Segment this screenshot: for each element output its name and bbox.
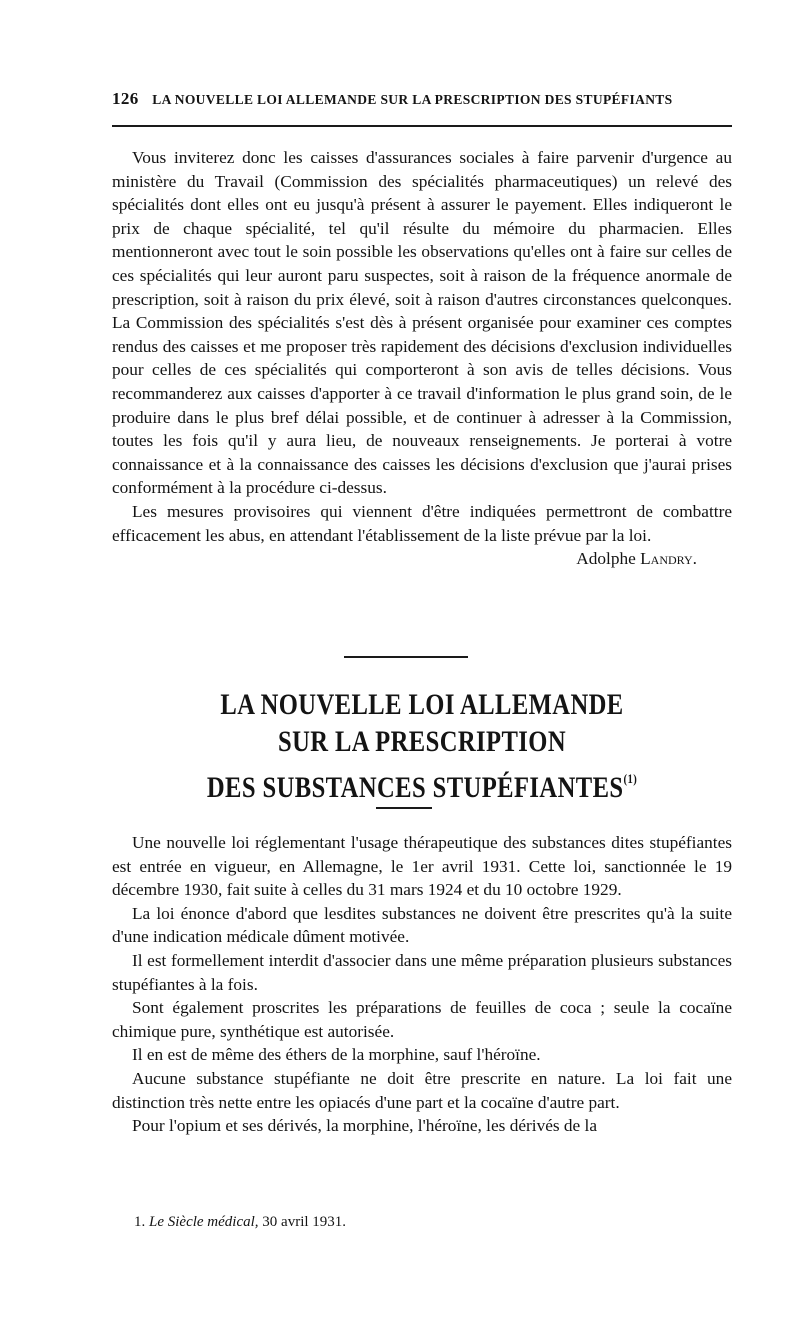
article-text [112, 831, 732, 1138]
signature: Adolphe Landry. [576, 549, 697, 569]
letter-paragraph: Vous inviterez donc les caisses d'assurances sociales à faire parvenir d'urgence au ministère du Travail (Commission des spécialités pharmaceutiques) un relevé des spécialités dont elles ont eu jusqu'à présent à assurer le payement. Elles indiqueront le prix de chaque spécialité, tel qu'il résulte du mémoire du pharmacien. Elles mentionneront avec tout le soin possible les observations qu'elles ont à faire sur celles de ces spécialités qui leur auront paru suspectes, soit à raison de la fréquence anormale de prescription, soit à raison du prix élevé, soit à raison d'autres circonstances quelconques. La Commission des spécialités s'est dès à présent organisée pour examiner ces comptes rendus des caisses et me proposer très rapidement des décisions d'exclusion individuelles pour celles de ces spécialités qui comporteront à son avis de telles décisions. Vous recommanderez aux caisses d'apporter à ce travail d'information le plus grand soin, de le produire dans le plus bref délai possible, et de continuer à adresser à la Commission, toutes les fois qu'il y aura lieu, de nouveaux renseignements. Je porterai à votre connaissance et à la connaissance des caisses les décisions d'exclusion que j'aurai prises conformément à la procédure ci-dessus. [112, 148, 732, 498]
article-paragraph: Il est formellement interdit d'associer dans une même préparation plusieurs substances stupéfiantes à la fois. [112, 950, 732, 994]
section-separator [344, 656, 468, 658]
page-number: 126 [112, 89, 139, 108]
running-head [112, 89, 732, 113]
article-paragraph: Pour l'opium et ses dérivés, la morphine, l'héroïne, les dérivés de la [132, 1116, 598, 1136]
article-paragraph: Aucune substance stupéfiante ne doit être prescrite en nature. La loi fait une distinction très nette entre les opiacés d'une part et la cocaïne d'autre part. [112, 1068, 732, 1112]
footnote-number: 1. [134, 1214, 146, 1230]
title-rule [376, 807, 432, 809]
footnote-ref: (1) [623, 771, 638, 786]
header-rule [112, 125, 732, 127]
running-title: LA NOUVELLE LOI ALLEMANDE SUR LA PRESCRIPTION DES STUPÉFIANTS [152, 92, 673, 107]
closing-text: Les mesures provisoires qui viennent d'être indiquées permettront de combattre efficacement les abus, en attendant l'établissement de la liste prévue par la loi. [112, 501, 732, 545]
letter-text [112, 146, 732, 571]
title-line: DES SUBSTANCES STUPÉFIANTES$^{(1)}$ [206, 771, 638, 804]
footnote-date: 30 avril 1931. [262, 1214, 347, 1230]
title-line: SUR LA PRESCRIPTION [277, 725, 566, 758]
article-paragraph: La loi énonce d'abord que lesdites substances ne doivent être prescrites qu'à la suite d'une indication médicale dûment motivée. [112, 903, 732, 947]
article-paragraph: Sont également proscrites les préparations de feuilles de coca ; seule la cocaïne chimique pure, synthétique est autorisée. [112, 998, 732, 1041]
footnote-source: Le Siècle médical, [149, 1214, 259, 1230]
article-paragraph: Une nouvelle loi réglementant l'usage thérapeutique des substances dites stupéfiantes est entrée en vigueur, en Allemagne, le 1er avril 1931. Cette loi, sanctionnée le 19 décembre 1930, fait suite à celles du 31 mars 1924 et du 10 octobre 1929. [112, 833, 732, 900]
title-line: LA NOUVELLE LOI ALLEMANDE [220, 688, 624, 721]
footnote [134, 1212, 346, 1232]
article-title [168, 686, 676, 806]
article-paragraph: Il en est de même des éthers de la morphine, sauf l'héroïne. [132, 1045, 541, 1065]
letter-closing-paragraph [112, 500, 732, 569]
